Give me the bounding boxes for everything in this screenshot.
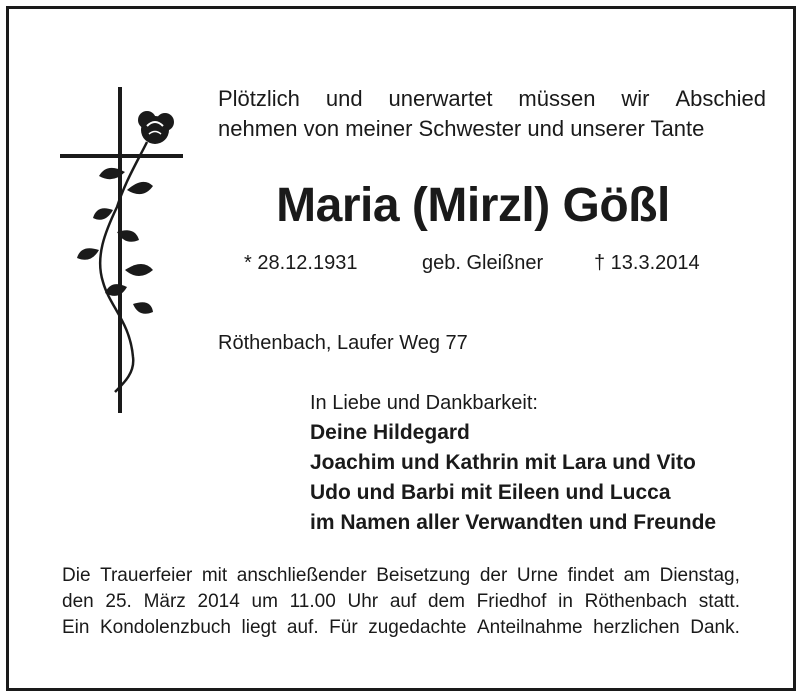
signers-block	[310, 388, 716, 538]
footer-word: der	[479, 565, 508, 586]
intro-word: Abschied	[675, 86, 766, 111]
footer-word: dem	[427, 591, 465, 612]
footer-word: mit	[201, 565, 228, 586]
footer-word: Urne	[516, 565, 559, 586]
footer-word: Anteilnahme	[476, 617, 583, 638]
footer-word: findet	[567, 565, 615, 586]
footer-word: Trauerfeier	[100, 565, 193, 586]
intro-line-2: nehmen von meiner Schwester und unserer Tante	[218, 116, 705, 141]
signer-line: Joachim und Kathrin mit Lara und Vito	[310, 451, 696, 474]
footer-word: 25.	[105, 591, 132, 612]
footer-word: Dank.	[690, 617, 740, 638]
signers-heading: In Liebe und Dankbarkeit:	[310, 392, 538, 414]
footer-word: anschließender	[236, 565, 367, 586]
footer-line-3	[62, 615, 740, 641]
intro-line-1	[218, 84, 766, 114]
footer-word: in	[558, 591, 573, 612]
footer-word: Beisetzung	[376, 565, 471, 586]
footer-word: März	[143, 591, 186, 612]
footer-word: 11.00	[289, 591, 336, 612]
signer-line: im Namen aller Verwandten und Freunde	[310, 511, 717, 534]
intro-word: Plötzlich	[218, 86, 300, 111]
footer-word: zugedachte	[368, 617, 467, 638]
death-date: † 13.3.2014	[594, 252, 700, 274]
intro-word: müssen	[518, 86, 596, 111]
footer-word: Die	[62, 565, 91, 586]
footer-word: Röthenbach	[584, 591, 688, 612]
footer-word: Friedhof	[476, 591, 547, 612]
life-dates	[218, 248, 718, 278]
footer-word: auf	[389, 591, 417, 612]
footer-word: Ein	[62, 617, 90, 638]
footer-word: Uhr	[347, 591, 379, 612]
intro-word: wir	[621, 86, 650, 111]
footer-word: Für	[329, 617, 358, 638]
footer-word: 2014	[197, 591, 240, 612]
intro-word: unerwartet	[388, 86, 493, 111]
maiden-name: geb. Gleißner	[422, 252, 544, 274]
signer-line: Deine Hildegard	[310, 421, 470, 444]
intro-text	[218, 84, 766, 144]
footer-word: Kondolenzbuch	[100, 617, 231, 638]
signer-line: Udo und Barbi mit Eileen und Lucca	[310, 481, 671, 504]
footer-word: um	[251, 591, 278, 612]
footer-word: am	[623, 565, 651, 586]
ceremony-info	[62, 563, 740, 641]
address: Röthenbach, Laufer Weg 77	[218, 332, 468, 354]
footer-word: den	[62, 591, 94, 612]
footer-word: herzlichen	[593, 617, 680, 638]
footer-line-1	[62, 563, 740, 589]
footer-word: statt.	[698, 591, 740, 612]
footer-word: auf.	[286, 617, 319, 638]
footer-word: liegt	[241, 617, 277, 638]
footer-word: Dienstag,	[659, 565, 740, 586]
cross-with-rose-icon	[55, 82, 187, 417]
birth-date: * 28.12.1931	[244, 252, 358, 274]
footer-line-2	[62, 589, 740, 615]
deceased-name: Maria (Mirzl) Gößl	[276, 179, 670, 232]
intro-word: und	[325, 86, 363, 111]
